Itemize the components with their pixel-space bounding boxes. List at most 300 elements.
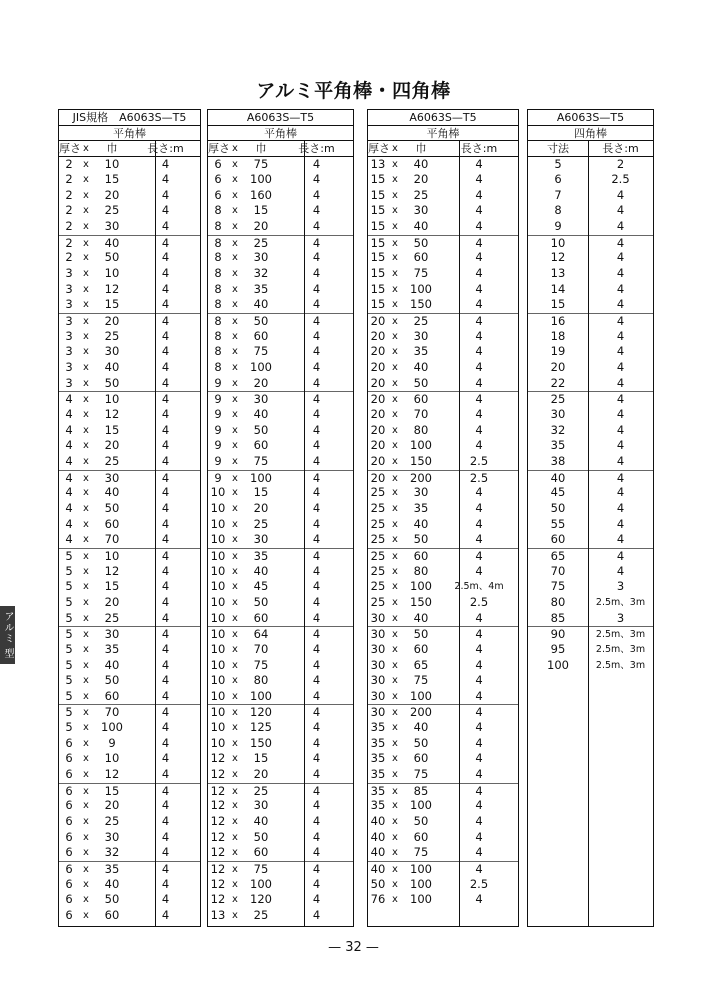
cell-x: x [232, 753, 238, 765]
cell-length: 3 [616, 579, 625, 594]
cell-width: 75 [413, 266, 429, 281]
cell-length: 4 [616, 407, 625, 421]
cell-length: 4 [161, 360, 170, 375]
cell-x: x [392, 158, 398, 170]
cell-x: x [232, 472, 238, 484]
cell-width: 12 [104, 767, 120, 782]
cell-length: 4 [475, 156, 483, 171]
cell-thickness: 40 [370, 845, 386, 860]
cell-width: 40 [253, 814, 269, 829]
cell-length: 4 [616, 187, 625, 202]
cell-width: 40 [413, 219, 429, 234]
cell-thickness: 4 [65, 392, 73, 407]
cell-x: x [83, 753, 89, 765]
cell-x: x [232, 581, 238, 593]
table-row [528, 626, 653, 642]
cell-thickness: 20 [370, 314, 386, 329]
cell-width: 150 [410, 594, 432, 609]
cell-x: x [392, 816, 398, 828]
cell-width: 50 [104, 250, 120, 265]
table-row [528, 548, 653, 564]
cell-thickness: 5 [65, 705, 73, 720]
table-row [368, 438, 518, 454]
cell-length: 4 [161, 485, 170, 500]
cell-length: 4 [475, 438, 483, 453]
cell-size: 6 [554, 172, 562, 187]
table-row [208, 673, 353, 689]
cell-length: 4 [312, 516, 321, 531]
cell-width: 10 [104, 751, 120, 766]
cell-thickness: 9 [214, 453, 222, 468]
header-width: 巾 [255, 142, 267, 155]
cell-width: 100 [410, 579, 432, 594]
table-row [59, 360, 200, 376]
table-row [528, 376, 653, 392]
cell-length: 4 [161, 266, 170, 281]
cell-width: 35 [413, 500, 429, 515]
cell-length: 4 [161, 438, 170, 453]
cell-length: 4 [312, 314, 321, 329]
cell-x: x [392, 394, 398, 406]
table-row [59, 689, 200, 705]
cell-width: 12 [104, 407, 120, 421]
cell-x: x [232, 864, 238, 876]
table-row [208, 438, 353, 454]
table-row [208, 172, 353, 188]
table-row [368, 501, 518, 517]
cell-width: 30 [253, 798, 269, 813]
cell-x: x [392, 409, 398, 420]
cell-length: 4 [161, 892, 170, 907]
cell-x: x [232, 346, 238, 358]
cell-length: 4 [475, 297, 483, 312]
table-rows [208, 157, 353, 924]
cell-length: 4 [312, 798, 321, 813]
cell-width: 30 [413, 485, 429, 500]
table-row [59, 611, 200, 627]
cell-thickness: 13 [370, 156, 386, 171]
cell-thickness: 10 [210, 516, 226, 531]
cell-thickness: 4 [65, 453, 73, 468]
cell-size: 95 [550, 641, 566, 656]
table-row [528, 329, 653, 345]
cell-length: 4 [161, 548, 170, 563]
cell-length: 4 [312, 375, 321, 390]
cell-x: x [392, 252, 398, 264]
cell-length: 4 [312, 908, 321, 922]
cell-size: 10 [550, 235, 566, 250]
cell-width: 30 [104, 219, 120, 234]
cell-thickness: 20 [370, 453, 386, 468]
table-row [208, 642, 353, 658]
cell-length: 4 [161, 172, 170, 187]
table-row [528, 642, 653, 658]
cell-size: 45 [550, 485, 566, 500]
cell-width: 40 [104, 485, 120, 500]
cell-width: 15 [104, 783, 120, 798]
cell-thickness: 30 [370, 627, 386, 642]
table-row [208, 391, 353, 407]
cell-size: 50 [550, 500, 566, 515]
cell-x: x [392, 362, 398, 374]
cell-thickness: 12 [210, 829, 226, 844]
table-row [208, 548, 353, 564]
cell-length: 4 [161, 876, 170, 891]
cell-width: 12 [104, 281, 120, 296]
table-row [368, 861, 518, 877]
cell-length: 2 [616, 156, 625, 171]
cell-x: x [83, 847, 89, 859]
cell-thickness: 35 [370, 720, 386, 735]
table-row [528, 501, 653, 517]
table-row [59, 391, 200, 407]
cell-length: 4 [616, 438, 625, 453]
cell-length: 4 [312, 783, 321, 798]
table-row [59, 877, 200, 893]
cell-length: 4 [616, 375, 625, 390]
cell-thickness: 8 [214, 344, 222, 359]
cell-thickness: 10 [210, 532, 226, 547]
cell-length: 4 [475, 203, 483, 218]
table-row [528, 344, 653, 360]
cell-width: 160 [250, 187, 272, 202]
table-row [528, 658, 653, 674]
table-row [208, 704, 353, 720]
table-rows [368, 157, 518, 909]
cell-thickness: 3 [65, 375, 73, 390]
cell-length: 4 [616, 470, 625, 485]
table-spec: A6063S—T5 [208, 110, 353, 126]
cell-x: x [83, 377, 89, 389]
cell-width: 100 [410, 281, 432, 296]
cell-length: 4 [616, 392, 625, 407]
cell-length: 4 [475, 892, 483, 907]
cell-thickness: 35 [370, 798, 386, 813]
cell-length: 4 [161, 375, 170, 390]
cell-thickness: 12 [210, 798, 226, 813]
cell-thickness: 10 [210, 563, 226, 578]
cell-thickness: 5 [65, 579, 73, 594]
cell-x: x [392, 377, 398, 389]
cell-length: 4 [312, 688, 321, 703]
cell-width: 60 [413, 250, 429, 265]
cell-thickness: 8 [214, 297, 222, 312]
cell-length: 4 [312, 876, 321, 891]
table-row [368, 626, 518, 642]
table-row [368, 877, 518, 893]
cell-width: 75 [413, 673, 429, 688]
cell-thickness: 15 [370, 172, 386, 187]
table-row [368, 376, 518, 392]
cell-width: 100 [101, 720, 123, 735]
table-row [208, 188, 353, 204]
cell-width: 15 [253, 203, 269, 218]
cell-x: x [232, 737, 238, 749]
cell-length: 4 [475, 720, 483, 735]
cell-width: 60 [253, 328, 269, 343]
cell-x: x [83, 394, 89, 406]
cell-thickness: 10 [210, 579, 226, 594]
cell-thickness: 35 [370, 735, 386, 750]
cell-width: 35 [104, 641, 120, 656]
cell-width: 30 [413, 328, 429, 343]
table-row [59, 658, 200, 674]
cell-x: x [392, 518, 398, 530]
cell-width: 100 [250, 172, 272, 187]
cell-x: x [83, 189, 89, 201]
cell-thickness: 12 [210, 862, 226, 877]
cell-length: 4 [161, 156, 170, 171]
table-row [208, 485, 353, 501]
cell-thickness: 6 [214, 172, 222, 187]
table-row [208, 845, 353, 861]
cell-thickness: 10 [210, 720, 226, 735]
cell-x: x [392, 237, 398, 249]
cell-length: 4 [312, 485, 321, 500]
cell-thickness: 2 [65, 235, 73, 250]
table-row [59, 235, 200, 251]
cell-thickness: 5 [65, 673, 73, 688]
cell-x: x [392, 346, 398, 358]
cell-thickness: 4 [65, 422, 73, 437]
cell-x: x [232, 534, 238, 546]
cell-width: 40 [104, 360, 120, 375]
cell-length: 4 [161, 688, 170, 703]
table-row [59, 203, 200, 219]
cell-width: 30 [413, 203, 429, 218]
cell-x: x [392, 753, 398, 765]
cell-thickness: 40 [370, 862, 386, 877]
cell-width: 50 [253, 594, 269, 609]
cell-thickness: 2 [65, 172, 73, 187]
cell-x: x [83, 643, 89, 655]
cell-x: x [232, 487, 238, 499]
cell-size: 7 [554, 187, 562, 202]
cell-width: 50 [253, 422, 269, 437]
cell-width: 40 [413, 516, 429, 531]
cell-width: 60 [413, 829, 429, 844]
cell-length: 4 [312, 281, 321, 296]
cell-length: 2.5 [469, 453, 489, 468]
cell-thickness: 9 [214, 422, 222, 437]
cell-width: 25 [104, 610, 120, 625]
table-row [59, 845, 200, 861]
table-row [59, 767, 200, 783]
cell-thickness: 76 [370, 892, 386, 907]
cell-x: x [83, 800, 89, 812]
table-row [368, 798, 518, 814]
cell-length: 4 [312, 344, 321, 359]
cell-thickness: 8 [214, 219, 222, 234]
cell-x: x [83, 487, 89, 499]
cell-length: 4 [161, 203, 170, 218]
cell-width: 15 [104, 422, 120, 437]
table-row [208, 407, 353, 423]
table-row [528, 297, 653, 313]
cell-length: 4 [161, 829, 170, 844]
cell-thickness: 8 [214, 203, 222, 218]
cell-length: 4 [475, 688, 483, 703]
cell-width: 120 [250, 892, 272, 907]
cell-thickness: 8 [214, 314, 222, 329]
cell-length: 4 [161, 328, 170, 343]
cell-length: 4 [161, 720, 170, 735]
cell-length: 4 [475, 548, 483, 563]
cell-width: 40 [413, 610, 429, 625]
cell-length: 4 [475, 500, 483, 515]
cell-thickness: 2 [65, 187, 73, 202]
cell-size: 90 [550, 627, 566, 642]
cell-x: x [232, 659, 238, 671]
cell-width: 20 [104, 594, 120, 609]
table-row [368, 595, 518, 611]
table-row [208, 297, 353, 313]
cell-width: 32 [253, 266, 269, 281]
cell-length: 4 [475, 314, 483, 329]
cell-x: x [83, 659, 89, 671]
table-row [368, 532, 518, 548]
cell-width: 30 [104, 627, 120, 642]
cell-x: x [232, 409, 238, 420]
table-row [368, 329, 518, 345]
cell-thickness: 6 [65, 908, 73, 922]
cell-length: 4 [475, 360, 483, 375]
table-row [59, 407, 200, 423]
cell-width: 30 [104, 470, 120, 485]
cell-width: 100 [410, 862, 432, 877]
table-row [368, 736, 518, 752]
cell-x: x [83, 299, 89, 311]
cell-thickness: 20 [370, 375, 386, 390]
cell-thickness: 20 [370, 360, 386, 375]
table-header-row [59, 141, 200, 157]
table-row [368, 344, 518, 360]
table-row [59, 783, 200, 799]
cell-x: x [392, 785, 398, 797]
table-row [208, 689, 353, 705]
cell-thickness: 15 [370, 266, 386, 281]
cell-size: 70 [550, 563, 566, 578]
table-row [528, 391, 653, 407]
table-row [208, 783, 353, 799]
cell-thickness: 6 [65, 735, 73, 750]
cell-x: x [392, 878, 398, 890]
cell-x: x [232, 362, 238, 374]
cell-length: 4 [475, 392, 483, 407]
cell-x: x [83, 518, 89, 530]
cell-length: 4 [312, 422, 321, 437]
cell-length: 4 [312, 156, 321, 171]
section-side-tab: アルミ 型 [0, 606, 15, 664]
table-row [208, 282, 353, 298]
cell-thickness: 3 [65, 344, 73, 359]
cell-width: 150 [410, 297, 432, 312]
cell-length: 4 [475, 219, 483, 234]
cell-x: x [392, 205, 398, 217]
table-row [59, 830, 200, 846]
cell-x: x [392, 612, 398, 624]
table-row [59, 313, 200, 329]
cell-length: 4 [161, 862, 170, 877]
cell-length: 4 [312, 548, 321, 563]
cell-thickness: 3 [65, 314, 73, 329]
cell-length: 4 [616, 500, 625, 515]
cell-x: x [232, 878, 238, 890]
table-row [368, 172, 518, 188]
table-row [59, 814, 200, 830]
cell-thickness: 8 [214, 360, 222, 375]
cell-width: 30 [104, 829, 120, 844]
cell-thickness: 3 [65, 266, 73, 281]
cell-thickness: 20 [370, 328, 386, 343]
cell-length: 4 [312, 829, 321, 844]
table-row [528, 532, 653, 548]
cell-width: 60 [253, 438, 269, 453]
cell-width: 40 [413, 156, 429, 171]
cell-thickness: 6 [65, 829, 73, 844]
cell-x: x [83, 252, 89, 264]
header-size: 寸法 [547, 142, 569, 155]
cell-x: x [83, 707, 89, 719]
table-row [208, 861, 353, 877]
cell-length: 4 [616, 532, 625, 547]
table-spec: JIS規格 A6063S—T5 [59, 110, 200, 126]
cell-x: x [83, 864, 89, 876]
table-row [208, 658, 353, 674]
table-row [59, 564, 200, 580]
table-row [59, 157, 200, 173]
cell-size: 75 [550, 579, 566, 594]
cell-thickness: 35 [370, 783, 386, 798]
cell-width: 50 [104, 892, 120, 907]
cell-x: x [232, 174, 238, 186]
cell-thickness: 10 [210, 594, 226, 609]
cell-thickness: 12 [210, 845, 226, 860]
table-row [59, 908, 200, 924]
cell-size: 65 [550, 548, 566, 563]
cell-thickness: 3 [65, 281, 73, 296]
cell-length: 4 [312, 720, 321, 735]
table-row [208, 736, 353, 752]
cell-thickness: 25 [370, 579, 386, 594]
header-length: 長さ:m [602, 142, 639, 155]
table-row [59, 548, 200, 564]
table-row [528, 407, 653, 423]
table-row [59, 376, 200, 392]
page-title: アルミ平角棒・四角棒 [256, 80, 451, 102]
table-row [59, 532, 200, 548]
table-row [59, 485, 200, 501]
cell-x: x [83, 675, 89, 687]
cell-width: 35 [253, 281, 269, 296]
cell-thickness: 25 [370, 485, 386, 500]
table-row [59, 501, 200, 517]
cell-size: 30 [550, 407, 566, 421]
cell-width: 35 [413, 344, 429, 359]
cell-width: 30 [253, 250, 269, 265]
cell-width: 50 [413, 375, 429, 390]
cell-x: x [83, 455, 89, 467]
cell-thickness: 8 [214, 266, 222, 281]
cell-width: 25 [253, 783, 269, 798]
cell-width: 75 [253, 156, 269, 171]
cell-length: 4 [312, 735, 321, 750]
cell-width: 15 [253, 485, 269, 500]
cell-length: 4 [616, 219, 625, 234]
table-row [208, 767, 353, 783]
table-row [368, 783, 518, 799]
cell-size: 60 [550, 532, 566, 547]
